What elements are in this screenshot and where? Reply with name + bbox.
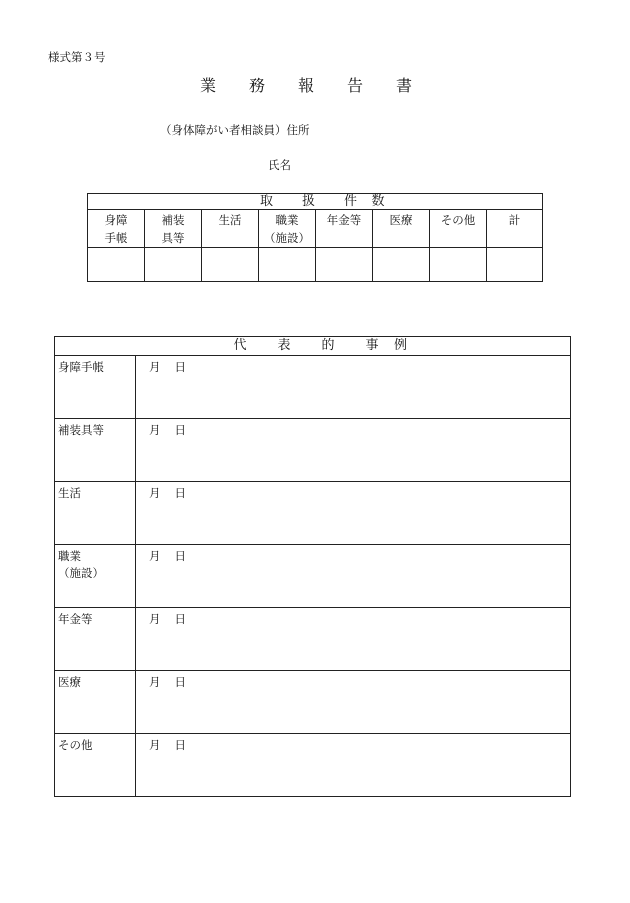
case-entry-cell[interactable]	[136, 608, 571, 671]
case-entry-cell[interactable]	[136, 545, 571, 608]
day-label: 日	[174, 423, 186, 437]
title-char: 的	[321, 338, 335, 353]
case-category-label: 職業 （施設）	[55, 545, 136, 608]
month-label: 月	[149, 675, 161, 689]
month-label: 月	[149, 612, 161, 626]
case-entry-cell[interactable]	[136, 419, 571, 482]
document-title	[200, 73, 445, 96]
case-category-label: その他	[55, 734, 136, 797]
day-label: 日	[174, 486, 186, 500]
count-input-cell[interactable]	[373, 248, 430, 282]
title-char: 書	[396, 76, 413, 95]
representative-cases-table	[54, 336, 571, 797]
count-table-title	[88, 194, 543, 210]
case-category-label: 年金等	[55, 608, 136, 671]
title-char: 表	[277, 338, 291, 353]
count-input-cell[interactable]	[145, 248, 202, 282]
month-label: 月	[149, 549, 161, 563]
case-entry-cell[interactable]	[136, 671, 571, 734]
case-category-label: 補装具等	[55, 419, 136, 482]
category-header: 身障 手帳	[88, 210, 145, 248]
case-entry-cell[interactable]	[136, 734, 571, 797]
address-label: （身体障がい者相談員）住所	[160, 123, 310, 137]
category-header: 職業 （施設）	[259, 210, 316, 248]
title-char: 数	[371, 194, 385, 209]
count-input-cell[interactable]	[259, 248, 316, 282]
handled-count-table	[87, 193, 543, 282]
category-header: 医療	[373, 210, 430, 248]
month-label: 月	[149, 738, 161, 752]
category-header: その他	[430, 210, 487, 248]
case-category-label: 医療	[55, 671, 136, 734]
day-label: 日	[174, 360, 186, 374]
day-label: 日	[174, 675, 186, 689]
count-input-cell[interactable]	[88, 248, 145, 282]
month-label: 月	[149, 423, 161, 437]
title-char: 事	[365, 338, 379, 353]
title-char: 例	[394, 338, 408, 353]
month-label: 月	[149, 360, 161, 374]
case-category-label: 生活	[55, 482, 136, 545]
category-header: 補装 具等	[145, 210, 202, 248]
title-char: 取	[259, 194, 273, 209]
title-char: 代	[233, 338, 247, 353]
count-input-cell[interactable]	[316, 248, 373, 282]
title-char: 報	[298, 76, 315, 95]
cases-table-title	[55, 337, 571, 356]
form-number: 様式第３号	[48, 50, 106, 64]
category-header: 生活	[202, 210, 259, 248]
day-label: 日	[174, 612, 186, 626]
day-label: 日	[174, 549, 186, 563]
count-input-cell[interactable]	[487, 248, 543, 282]
title-char: 告	[347, 76, 364, 95]
case-category-label: 身障手帳	[55, 356, 136, 419]
title-char: 扱	[301, 194, 315, 209]
case-entry-cell[interactable]	[136, 356, 571, 419]
title-char: 務	[249, 76, 266, 95]
title-char: 件	[343, 194, 357, 209]
title-char: 業	[200, 76, 217, 95]
month-label: 月	[149, 486, 161, 500]
name-label: 氏名	[268, 158, 291, 172]
category-header: 年金等	[316, 210, 373, 248]
case-entry-cell[interactable]	[136, 482, 571, 545]
category-header: 計	[487, 210, 543, 248]
day-label: 日	[174, 738, 186, 752]
count-input-cell[interactable]	[430, 248, 487, 282]
count-input-cell[interactable]	[202, 248, 259, 282]
